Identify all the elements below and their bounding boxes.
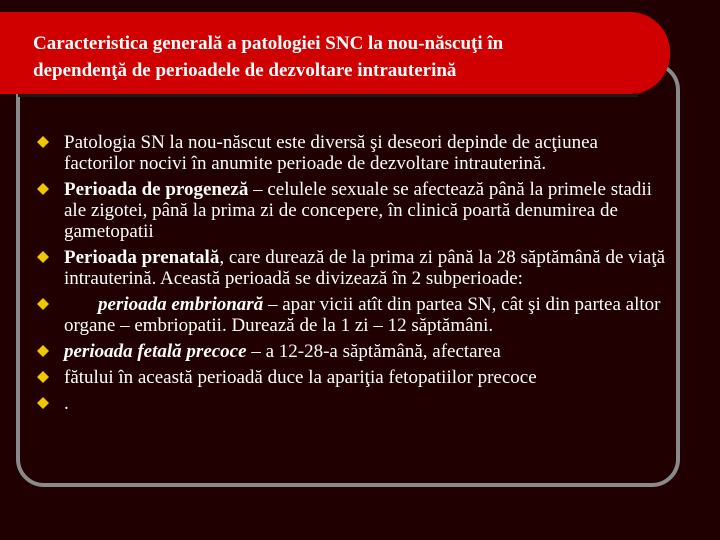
bullet-emphasis: Perioada de progeneză	[64, 179, 249, 200]
bullet-text: – a 12-28-a săptămână, afectarea	[246, 341, 501, 362]
title-line-1: Caracteristica generală a patologiei SNC la nou-născuţi în	[33, 33, 504, 54]
bullet-text: fătului în această perioadă duce la apariţia fetopatiilor precoce	[64, 367, 537, 388]
diamond-bullet-icon	[37, 345, 49, 357]
bullet-text: – celulele sexuale se afectează până la primele stadii ale zigotei, până la prima zi de concepere, în clinică poartă denumirea de gametopatii	[64, 179, 652, 242]
diamond-bullet-icon	[37, 298, 49, 310]
bullet-text: Patologia SN la nou-născut este diversă şi deseori depinde de acţiunea factorilor nocivi în anumite perioade de dezvoltare intrauterină.	[64, 132, 598, 174]
bullet-item	[30, 341, 670, 362]
bullet-item	[30, 393, 670, 414]
diamond-bullet-icon	[37, 371, 49, 383]
slide-title	[33, 30, 633, 84]
bullet-emphasis: Perioada prenatală	[64, 247, 220, 268]
bullet-text: , care durează de la prima zi până la 28 săptămână de viaţă intrauterină. Această perioadă se divizează în 2 subperioade:	[64, 247, 666, 289]
bullet-item	[30, 294, 670, 336]
diamond-bullet-icon	[37, 136, 49, 148]
bullet-text: .	[64, 393, 69, 414]
title-line-2: dependenţă de perioadele de dezvoltare intrauterină	[33, 60, 457, 81]
bullet-item	[30, 179, 670, 242]
bullet-emphasis: perioada embrionară	[98, 294, 264, 315]
bullet-item	[30, 247, 670, 289]
diamond-bullet-icon	[37, 397, 49, 409]
diamond-bullet-icon	[37, 251, 49, 263]
diamond-bullet-icon	[37, 183, 49, 195]
title-underline	[18, 94, 638, 97]
bullet-item	[30, 367, 670, 388]
bullet-list	[30, 132, 670, 419]
bullet-text: – apar vicii atît din partea SN, cât şi din partea altor organe – embriopatii. Durează de la 1 zi – 12 săptămâni.	[64, 294, 661, 336]
bullet-item	[30, 132, 670, 174]
bullet-emphasis: perioada fetală precoce	[64, 341, 247, 362]
